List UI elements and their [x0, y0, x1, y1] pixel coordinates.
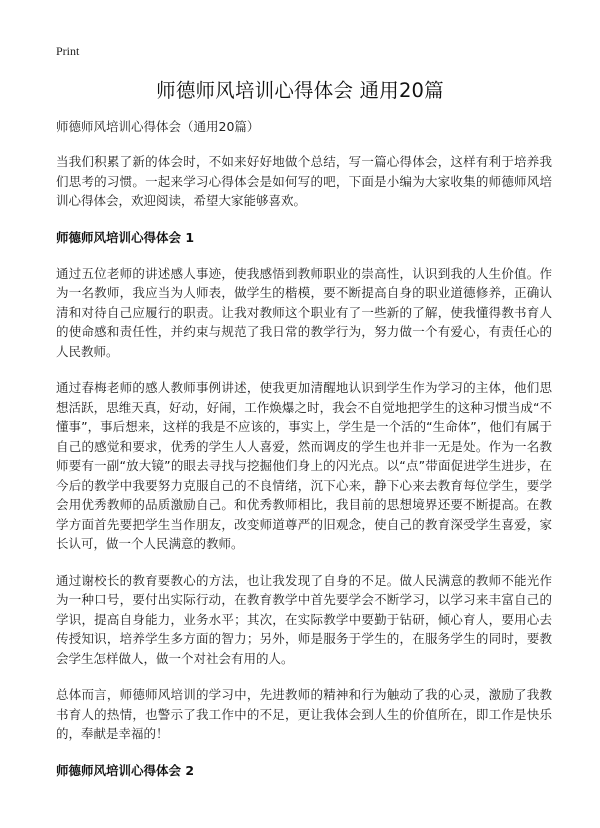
print-link[interactable]: Print [56, 44, 80, 58]
section-1-paragraph-2: 通过春梅老师的感人教师事例讲述，使我更加清醒地认识到学生作为学习的主体，他们思想活跃，思维天真，好动，好闹，工作焕爆之时，我会不自觉地把学生的这种习惯当成“不懂事”，事后想来，这样的我是不应该的，事实上，学生是一个活的“生命体”，他们有属于自己的感觉和要求，优秀的学生人人喜爱，然而调皮的学生也并非一无是处。作为一名教师要有一副“放大镜”的眼去寻找与挖掘他们身上的闪光点。以“点”带面促进学生进步，在今后的教学中我要努力克服自己的不良情绪，沉下心来，静下心来去教育每位学生，要学会用优秀教师的品质激励自己。和优秀教师相比，我目前的思想境界还要不断提高。在教学方面首先要把学生当作朋友，改变师道尊严的旧观念，使自己的教育深受学生喜爱，家长认可，做一个人民满意的教师。 [56, 380, 552, 551]
article-subtitle: 师德师风培训心得体会（通用20篇） [56, 119, 260, 134]
page-title: 师德师风培训心得体会 通用20篇 [156, 79, 444, 102]
section-1-paragraph-3: 通过谢校长的教育要教心的方法，也让我发现了自身的不足。做人民满意的教师不能光作为一种口号，要付出实际行动，在教育教学中首先要学会不断学习，以学习来丰富自己的学识，提高自身能力，业务水平；其次，在实际教学中要勤于钻研，倾心育人，要用心去传授知识，培养学生多方面的智力；另外，师是服务于学生的，在服务学生的同时，要教会学生怎样做人，做一个对社会有用的人。 [56, 572, 552, 666]
section-heading-1: 师德师风培训心得体会 1 [56, 229, 195, 245]
section-1-paragraph-1: 通过五位老师的讲述感人事迹，使我感悟到教师职业的崇高性，认识到我的人生价值。作为一名教师，我应当为人师表，做学生的楷模，要不断提高自身的职业道德修养，正确认清和对待自己应履行的职责。让我对教师这个职业有了一些新的了解，使我懂得教书育人的使命感和责任性，并约束与规范了我日常的教学行为，努力做一个有爱心，有责任心的人民教师。 [56, 265, 552, 359]
intro-paragraph: 当我们积累了新的体会时，不如来好好地做个总结，写一篇心得体会，这样有利于培养我们思考的习惯。一起来学习心得体会是如何写的吧，下面是小编为大家收集的师德师风培训心得体会，欢迎阅读，希望大家能够喜欢。 [56, 154, 552, 208]
article-body [56, 118, 552, 797]
section-heading-2: 师德师风培训心得体会 2 [56, 762, 195, 778]
section-1-paragraph-4: 总体而言，师德师风培训的学习中，先进教师的精神和行为触动了我的心灵，激励了我教书育人的热情，也警示了我工作中的不足，更让我体会到人生的价值所在，即工作是快乐的，奉献是幸福的！ [56, 687, 552, 741]
